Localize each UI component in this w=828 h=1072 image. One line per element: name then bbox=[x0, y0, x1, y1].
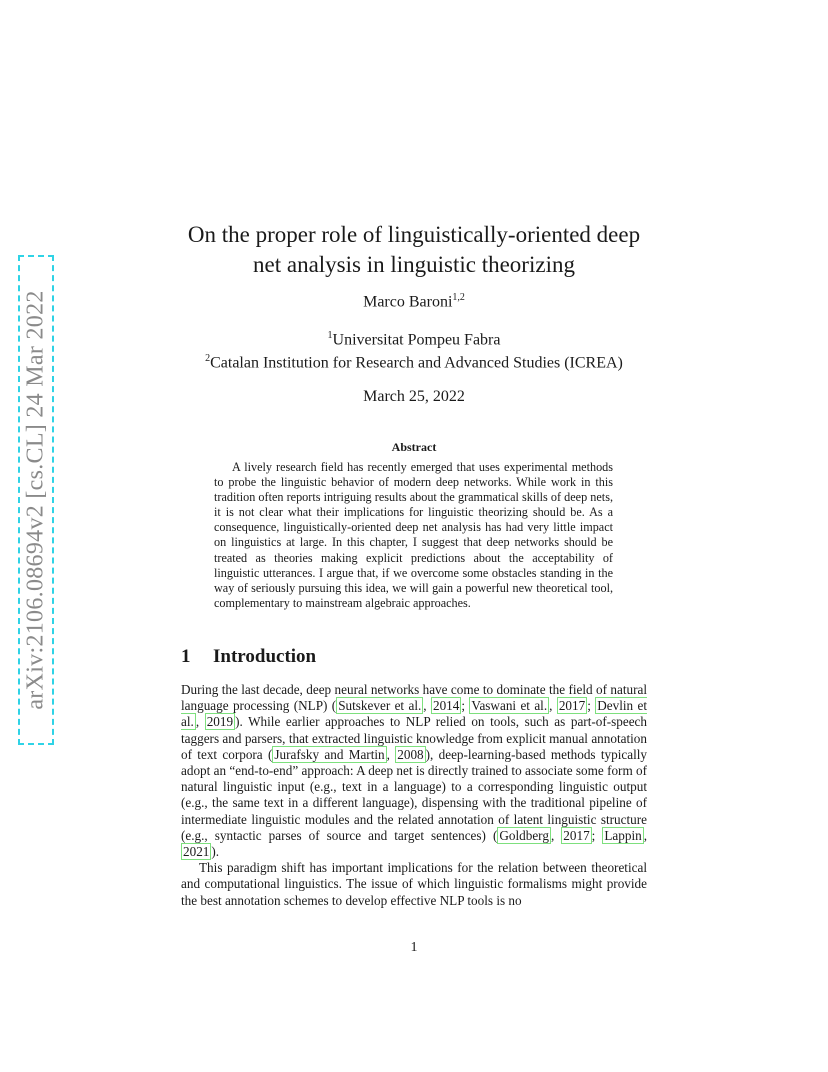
citation-link[interactable]: 2021 bbox=[183, 844, 210, 860]
author-line bbox=[0, 292, 828, 311]
section-heading bbox=[181, 646, 316, 668]
citation-link[interactable]: 2019 bbox=[206, 714, 234, 730]
page-number: 1 bbox=[410, 940, 418, 955]
section-number: 1 bbox=[181, 646, 191, 667]
citation-link[interactable]: 2008 bbox=[397, 746, 424, 762]
author-affil-marks: 1,2 bbox=[452, 292, 465, 303]
text-run: , bbox=[550, 827, 562, 843]
paper-title bbox=[150, 220, 678, 280]
section-title: Introduction bbox=[213, 646, 317, 667]
abstract-heading: Abstract bbox=[391, 440, 437, 454]
title-line-1: On the proper role of linguistically-oriented deep bbox=[187, 222, 641, 247]
text-run: ; bbox=[587, 698, 596, 714]
text-run: ), deep-learning-based methods typically adopt an “end-to-end” approach: A deep net is directly trained to associate some form of natural linguistic input (e.g., text in a language) to a corresponding linguistic output (e.g., the same text in a different language), dispensing with the traditional pipeline of intermediate linguistic modules and the related annotation of latent linguistic structure (e.g., syntactic parses of source and target sentences) ( bbox=[181, 746, 647, 843]
body-text bbox=[181, 682, 647, 909]
citation-link[interactable]: Goldberg bbox=[499, 827, 549, 843]
author-name: Marco Baroni bbox=[363, 293, 453, 311]
text-run: , bbox=[195, 714, 205, 730]
affiliation-2: Catalan Institution for Research and Advanced Studies (ICREA) bbox=[210, 354, 623, 372]
text-run: , bbox=[643, 827, 648, 843]
citation-link[interactable]: 2017 bbox=[563, 827, 590, 843]
citation-link[interactable]: 2014 bbox=[432, 698, 460, 714]
citation-link[interactable]: Lappin bbox=[604, 827, 642, 843]
text-run: ). bbox=[211, 844, 220, 860]
affil1-mark: 1 bbox=[327, 330, 333, 341]
text-run: ; bbox=[591, 827, 603, 843]
title-line-2: net analysis in linguistic theorizing bbox=[253, 252, 575, 277]
paragraph-1 bbox=[181, 682, 647, 860]
abstract-text: A lively research field has recently emerged that uses experimental methods to probe the linguistic behavior of modern deep networks. While work in this tradition often reports intriguing results about the grammatical skills of deep nets, it is not clear what their implications for linguistic theorizing should be. As a consequence, linguistically-oriented deep net analysis has had very little impact on linguistics at large. In this chapter, I suggest that deep networks should be treated as theories making explicit predictions about the acceptability of linguistic utterances. I argue that, if we overcome some obstacles standing in the way of seriously pursuing this idea, we will gain a powerful new theoretical tool, complementary to mainstream algebraic approaches. bbox=[214, 460, 613, 610]
affiliations bbox=[0, 326, 828, 373]
text-run: , bbox=[423, 698, 431, 714]
affiliation-1: Universitat Pompeu Fabra bbox=[332, 331, 501, 349]
citation-link[interactable]: 2017 bbox=[558, 698, 586, 714]
citation-link[interactable]: Vaswani et al. bbox=[471, 698, 548, 714]
citation-link[interactable]: Jurafsky and Martin bbox=[274, 746, 385, 762]
affil2-mark: 2 bbox=[205, 353, 211, 365]
arxiv-id-text: arXiv:2106.08694v2 [cs.CL] 24 Mar 2022 bbox=[22, 290, 49, 710]
citation-link[interactable]: Devlin et al. bbox=[181, 698, 648, 730]
paragraph-2: This paradigm shift has important implications for the relation between theoretical and computational linguistics. The issue of which linguistic formalisms might provide the best annotation schemes to develop effective NLP tools is no bbox=[181, 860, 647, 908]
paper-date: March 25, 2022 bbox=[363, 388, 465, 405]
text-run: ; bbox=[461, 698, 470, 714]
text-run: , bbox=[549, 698, 557, 714]
text-run: During the last decade, deep neural networks have come to dominate the field of natural language processing (NLP) ( bbox=[181, 682, 647, 714]
text-run: ). While earlier approaches to NLP relied on tools, such as part-of-speech taggers and parsers, that extracted linguistic knowledge from explicit manual annotation of text corpora ( bbox=[181, 714, 648, 762]
citation-link[interactable]: Sutskever et al. bbox=[338, 698, 422, 714]
text-run: , bbox=[386, 746, 396, 762]
